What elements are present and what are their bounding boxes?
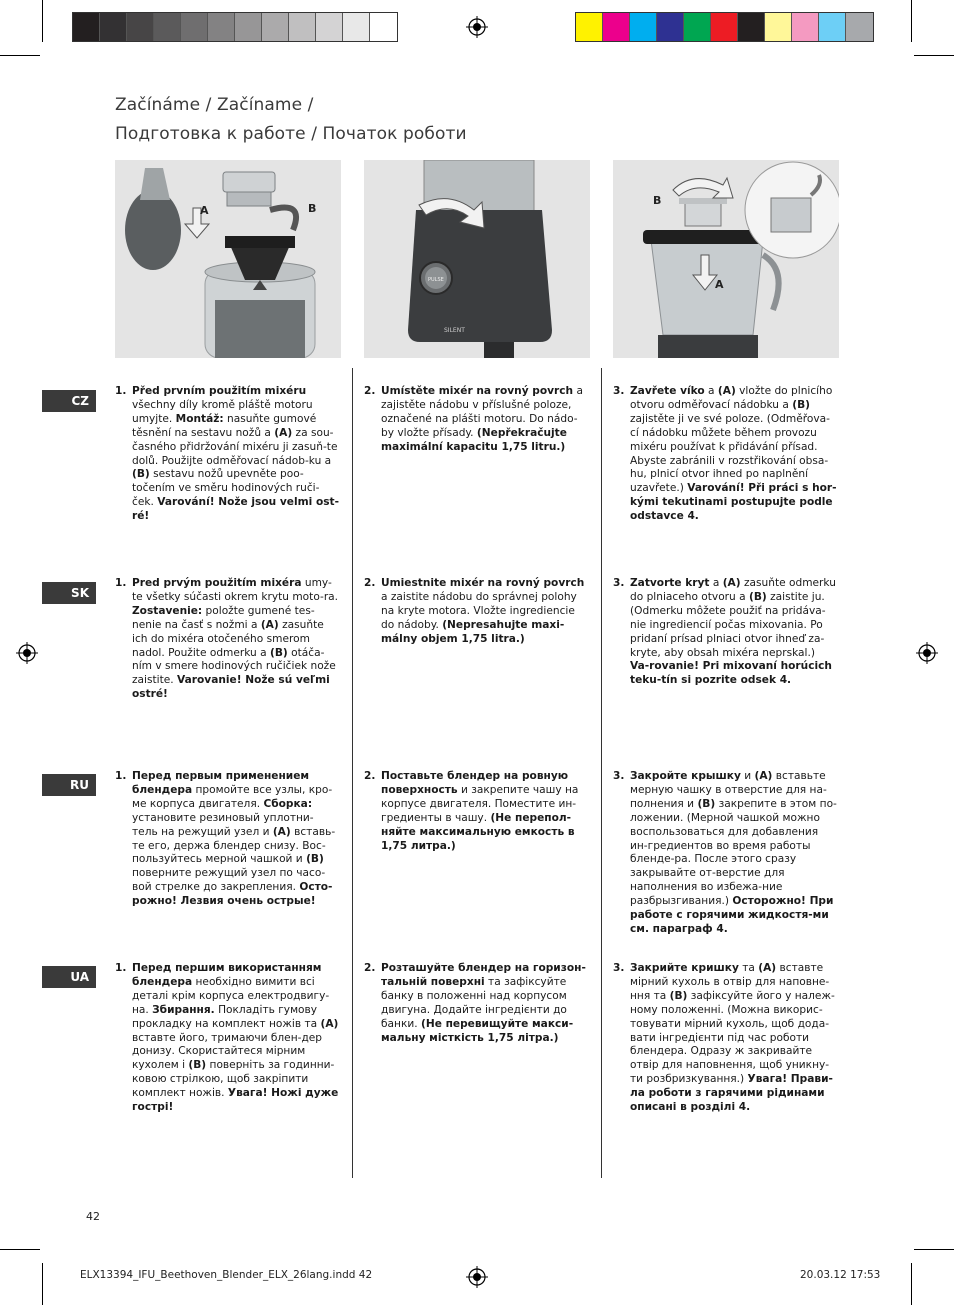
language-tag-ua: UA [42, 966, 96, 988]
registration-mark-icon [466, 1266, 488, 1288]
page-title-line-1: Začínáme / Začíname / [115, 95, 314, 115]
color-swatch [262, 13, 289, 41]
step-ua-3: 3. Закрийте кришку та (A) вставте мірний кухоль в отвір для наповне-ння та (B) зафіксуйте його у належ-ному положенні. (Можна викорис-товувати мірний кухоль, щоб дода-вати інгредієнти під час роботи блендера. Одразу ж закривайте отвір для наповнення, щоб уникну-ти розбризкування.) Увага! Прави-ла роботи з гарячими рідинами описані в розділі 4. [613, 962, 835, 1114]
step-sk-1: 1. Pred prvým použitím mixéra umy-te všetky súčasti okrem krytu moto-ra. Zostavenie: položte gumené tes-nenie na časť s nožmi a (A) zasuňte ich do mixéra otočeného smerom nadol. Použite odmerku a (B) otáča-ním v smere hodinových ručičiek nože zaistite. Varovanie! Nože sú veľmi ostré! [115, 577, 339, 701]
color-swatch [711, 13, 738, 41]
color-swatch [657, 13, 684, 41]
color-swatch [73, 13, 100, 41]
step-sk-3: 3. Zatvorte kryt a (A) zasuňte odmerku do plniaceho otvoru a (B) zaistite ju. (Odmerku môžete použiť na pridáva-nie ingrediencií počas mixovania. Po pridaní prísad plniaci otvor ihneď za-kryte, aby obsah mixéra neprskal.) Va-rovanie! Pri mixovaní horúcich teku-tín si pozrite odsek 4. [613, 577, 836, 687]
registration-mark-icon [466, 16, 488, 38]
language-tag-cz: CZ [42, 390, 96, 412]
page-number: 42 [86, 1210, 100, 1223]
language-tag-ru: RU [42, 774, 96, 796]
color-swatch [289, 13, 316, 41]
footer-date: 20.03.12 17:53 [800, 1269, 881, 1281]
registration-mark-icon [16, 642, 38, 664]
svg-text:A: A [715, 278, 724, 291]
color-swatch [208, 13, 235, 41]
color-swatch [127, 13, 154, 41]
step-ru-1: 1. Перед первым применением блендера промойте все узлы, кро-ме корпуса двигателя. Сборка: установите резиновый уплотни-тель на режущий узел и (A) вставь-те его, держа блендер снизу. Вос-пользуйтесь мерной чашкой и (B) поверните режущий узел по часо-вой стрелке до закрепления. Осто-рожно! Лезвия очень острые! [115, 770, 336, 908]
svg-text:B: B [308, 202, 317, 215]
step-ua-1: 1. Перед першим використанням блендера необхідно вимити всі деталі крім корпуса електродвигу-на. Збирання. Покладіть гумову прокладку на комплект ножів та (A) вставте його, тримаючи блен-дер донизу. Скористайтеся мірним кухолем і (B) поверніть за годинни-ковою стрілкою, щоб закріпити комплект ножів. Увага! Ножі дуже гострі! [115, 962, 339, 1114]
illustration-blade-assembly [115, 160, 341, 358]
color-swatch [846, 13, 873, 41]
color-swatch [370, 13, 397, 41]
step-cz-1: 1. Před prvním použitím mixéru všechny díly kromě pláště motoru umyjte. Montáž: nasuňte gumové těsnění na sestavu nožů a (A) za sou-časného přidržování mixéru ji zasuň-te dolů. Použijte odměřovací nádob-ku a (B) sestavu nožů upevněte poo-točením ve směru hodinových ruči-ček. Varování! Nože jsou velmi ost-ré! [115, 385, 339, 523]
color-swatch [792, 13, 819, 41]
color-swatch [738, 13, 765, 41]
color-swatch [316, 13, 343, 41]
color-swatch [630, 13, 657, 41]
color-swatch [684, 13, 711, 41]
page-title-line-2: Подготовка к работе / Початок роботи [115, 124, 467, 144]
svg-text:SILENT: SILENT [444, 327, 465, 334]
column-divider [352, 368, 353, 1178]
gray-color-bar [72, 12, 398, 42]
illustration-lid-measuring-cup [613, 160, 839, 358]
color-swatch [576, 13, 603, 41]
registration-mark-icon [916, 642, 938, 664]
step-ua-2: 2. Розташуйте блендер на горизон-тальній поверхні та зафіксуйте банку в положенні над корпусом двигуна. Додайте інгредієнти до банки. (Не перевищуйте макси-мальну місткість 1,75 літра.) [364, 962, 586, 1044]
color-swatch [100, 13, 127, 41]
color-swatch [765, 13, 792, 41]
illustration-blender-base [364, 160, 590, 358]
process-color-bar [575, 12, 874, 42]
step-cz-3: 3. Zavřete víko a (A) vložte do plnicího otvoru odměřovací nádobku a (B) zajistěte ji ve své poloze. (Odměřova-cí nádobku můžete během provozu mixéru používat k přidávání přísad. Abyste zabránili v rozstřikování obsa-hu, plnicí otvor ihned po naplnění uzavřete.) Varování! Při práci s hor-kými tekutinami postupujte podle odstavce 4. [613, 385, 837, 523]
step-sk-2: 2. Umiestnite mixér na rovný povrch a zaistite nádobu do správnej polohy na kryte motora. Vložte ingrediencie do nádoby. (Nepresahujte maxi-málny objem 1,75 litra.) [364, 577, 585, 645]
step-cz-2: 2. Umístěte mixér na rovný povrch a zajistěte nádobu v příslušné poloze, označené na plášti motoru. Do nádo-by vložte přísady. (Nepřekračujte maximální kapacitu 1,75 litru.) [364, 385, 583, 453]
column-divider [601, 368, 602, 1178]
footer-file-name: ELX13394_IFU_Beethoven_Blender_ELX_26lang.indd 42 [80, 1269, 373, 1281]
color-swatch [154, 13, 181, 41]
step-ru-2: 2. Поставьте блендер на ровную поверхность и закрепите чашу на корпусе двигателя. Поместите ин-гредиенты в чашу. (Не перепол-няйте максимальную емкость в 1,75 литра.) [364, 770, 579, 852]
color-swatch [819, 13, 846, 41]
svg-text:A: A [200, 204, 209, 217]
color-swatch [343, 13, 370, 41]
color-swatch [603, 13, 630, 41]
svg-text:B: B [653, 194, 662, 207]
color-swatch [181, 13, 208, 41]
color-swatch [235, 13, 262, 41]
language-tag-sk: SK [42, 582, 96, 604]
svg-text:PULSE: PULSE [428, 277, 444, 283]
step-ru-3: 3. Закройте крышку и (A) вставьте мерную чашку в отверстие для на-полнения и (B) закрепите в этом по-ложении. (Мерной чашкой можно воспользоваться для добавления ин-гредиентов во время работы блендe-ра. После этого сразу закрывайте от-верстие для наполнения во избежа-ние разбрызгивания.) Осторожно! При работе с горячими жидкостя-ми см. параграф 4. [613, 770, 837, 935]
